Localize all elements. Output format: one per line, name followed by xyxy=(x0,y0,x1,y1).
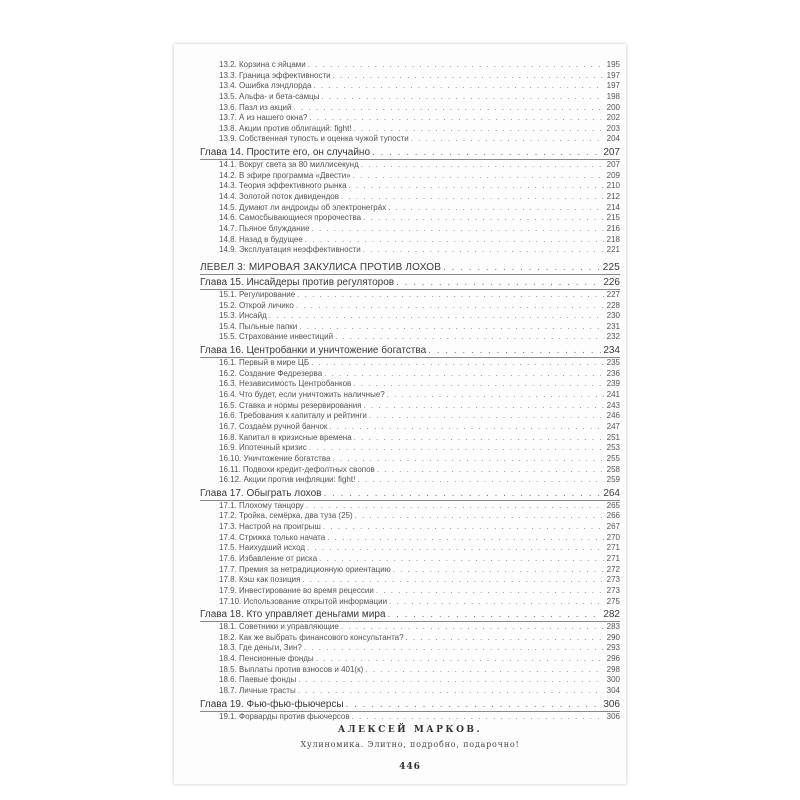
toc-entry-title: 13.5. Альфа- и бета-самцы xyxy=(219,91,320,101)
toc-subsection xyxy=(200,643,620,654)
dot-leader xyxy=(329,422,604,433)
toc-subsection xyxy=(200,433,620,444)
toc-entry-title: 17.8. Кэш как позиция xyxy=(219,575,301,585)
toc-page-number: 304 xyxy=(606,686,620,696)
toc-entry-title: 17.2. Тройка, семёрка, два туза (25) xyxy=(219,511,353,521)
dot-leader xyxy=(293,103,604,114)
dot-leader xyxy=(349,181,604,192)
toc-subsection xyxy=(200,192,620,203)
toc-page-number: 235 xyxy=(606,358,620,368)
toc-entry-title: 16.7. Создаём ручной банчок xyxy=(219,421,328,431)
dot-leader xyxy=(352,712,604,723)
dot-leader xyxy=(313,81,604,92)
toc-page-number: 239 xyxy=(606,379,620,389)
dot-leader xyxy=(406,633,604,644)
toc-page-number: 236 xyxy=(606,368,620,378)
toc-chapter xyxy=(200,698,620,712)
toc-entry-title: 13.6. Пазл из акций xyxy=(219,102,292,112)
dot-leader xyxy=(332,454,604,465)
toc-entry-title: 13.7. А из нашего окна? xyxy=(219,113,308,123)
dot-leader xyxy=(307,543,604,554)
dot-leader xyxy=(311,358,604,369)
dot-leader xyxy=(387,390,604,401)
toc-page-number: 270 xyxy=(606,532,620,542)
toc-subsection xyxy=(200,203,620,214)
toc-entry-title: 15.1. Регулирование xyxy=(219,289,296,299)
dot-leader xyxy=(297,290,604,301)
toc-entry-title: 18.3. Где деньги, Зин? xyxy=(219,643,302,653)
toc-subsection xyxy=(200,586,620,597)
toc-page-number: 273 xyxy=(606,575,620,585)
dot-leader xyxy=(335,332,604,343)
toc-subsection xyxy=(200,554,620,565)
toc-subsection xyxy=(200,475,620,486)
toc-entry-title: Глава 16. Центробанки и уничтожение богатства xyxy=(200,345,427,357)
toc-page-number: 198 xyxy=(606,91,620,101)
toc-page-number: 264 xyxy=(603,487,620,499)
toc-page-number: 234 xyxy=(603,345,620,357)
toc-subsection xyxy=(200,454,620,465)
toc-subsection xyxy=(200,213,620,224)
toc-subsection xyxy=(200,665,620,676)
toc-entry-title: 13.8. Акции против облигаций: fight! xyxy=(219,123,352,133)
toc-entry-title: 14.1. Вокруг света за 80 миллисекунд xyxy=(219,160,359,170)
toc-entry-title: 13.2. Корзина с яйцами xyxy=(219,60,306,69)
toc-entry-title: 18.4. Пенсионные фонды xyxy=(219,654,314,664)
dot-leader xyxy=(376,586,604,597)
toc-subsection xyxy=(200,224,620,235)
dot-leader xyxy=(353,171,604,182)
dot-leader xyxy=(354,433,604,444)
toc-page-number: 225 xyxy=(602,261,620,273)
toc-page-number: 255 xyxy=(606,453,620,463)
toc-entry-title: 18.7. Личные трасты xyxy=(219,686,296,696)
toc-entry-title: 17.7. Премия за нетрадиционную ориентацию xyxy=(219,564,391,574)
dot-leader xyxy=(355,511,604,522)
toc-subsection xyxy=(200,113,620,124)
toc-entry-title: 17.9. Инвестирование во время рецессии xyxy=(219,585,374,595)
toc-page-number: 214 xyxy=(606,202,620,212)
dot-leader xyxy=(365,665,604,676)
toc-page-number: 275 xyxy=(606,596,620,606)
toc-page-number: 227 xyxy=(606,289,620,299)
toc-entry-title: 13.3. Граница эффективности xyxy=(219,70,331,80)
dot-leader xyxy=(393,565,604,576)
toc-subsection xyxy=(200,369,620,380)
toc-subsection xyxy=(200,358,620,369)
dot-leader xyxy=(353,379,604,390)
toc-page-number: 271 xyxy=(606,543,620,553)
dot-leader xyxy=(372,146,601,159)
toc-subsection xyxy=(200,533,620,544)
toc-page-number: 283 xyxy=(606,622,620,632)
dot-leader xyxy=(323,487,601,500)
dot-leader xyxy=(443,261,601,274)
toc-subsection xyxy=(200,322,620,333)
toc-chapter xyxy=(200,608,620,622)
toc-page-number: 282 xyxy=(603,609,620,621)
toc-page-number: 203 xyxy=(606,123,620,133)
toc-entry-title: 15.2. Открой личико xyxy=(219,300,294,310)
dot-leader xyxy=(388,608,602,621)
toc-chapter xyxy=(200,146,620,160)
dot-leader xyxy=(377,465,604,476)
dot-leader xyxy=(388,203,604,214)
dot-leader xyxy=(298,675,604,686)
toc-entry-title: 14.8. Назад в будущее xyxy=(219,234,303,244)
toc-subsection xyxy=(200,245,620,256)
dot-leader xyxy=(306,501,604,512)
dot-leader xyxy=(364,401,604,412)
toc-page-number: 293 xyxy=(606,643,620,653)
toc-subsection xyxy=(200,712,620,723)
toc-subsection xyxy=(200,92,620,103)
toc-entry-title: 14.2. В эфире программа «Двести» xyxy=(219,170,351,180)
dot-leader xyxy=(269,311,604,322)
toc-page-number: 212 xyxy=(606,192,620,202)
toc-chapter xyxy=(200,487,620,501)
toc-entry-title: 16.2. Создание Федрезерва xyxy=(219,368,323,378)
dot-leader xyxy=(321,92,604,103)
dot-leader xyxy=(327,533,604,544)
toc-subsection xyxy=(200,654,620,665)
toc-page-number: 231 xyxy=(606,321,620,331)
toc-page-number: 306 xyxy=(606,711,620,721)
toc-entry-title: 13.9. Собственная тупость и оценка чужой тупости xyxy=(219,134,409,144)
toc-page-number: 296 xyxy=(606,654,620,664)
toc-page-number: 221 xyxy=(606,245,620,255)
dot-leader xyxy=(309,113,604,124)
dot-leader xyxy=(312,224,604,235)
toc-entry-title: 16.4. Что будет, если уничтожить наличные? xyxy=(219,390,385,400)
toc-page-number: 197 xyxy=(606,81,620,91)
dot-leader xyxy=(309,443,604,454)
dot-leader xyxy=(396,276,601,289)
toc-entry-title: Глава 14. Простите его, он случайно xyxy=(200,147,370,159)
dot-leader xyxy=(354,124,604,135)
dot-leader xyxy=(363,213,604,224)
toc-entry-title: 16.6. Требования к капиталу и рейтинги xyxy=(219,411,367,421)
toc-page-number: 265 xyxy=(606,500,620,510)
toc-subsection xyxy=(200,332,620,343)
dot-leader xyxy=(296,301,604,312)
footer-author: АЛЕКСЕЙ МАРКОВ. xyxy=(337,725,483,735)
toc-page-number: 272 xyxy=(606,564,620,574)
dot-leader xyxy=(333,71,604,82)
toc-entry-title: Глава 19. Фью-фью-фьючерсы xyxy=(200,698,344,710)
toc-subsection xyxy=(200,522,620,533)
toc-page-number: 197 xyxy=(606,70,620,80)
toc-subsection xyxy=(200,81,620,92)
toc-page-number: 195 xyxy=(606,60,620,69)
toc-entry-title: 18.1. Советники и управляющие xyxy=(219,622,339,632)
dot-leader xyxy=(411,134,604,145)
toc-entry-title: 18.6. Паевые фонды xyxy=(219,675,297,685)
toc-entry-title: 14.5. Думают ли андроиды об электронегрáх xyxy=(219,202,387,212)
toc-page-number: 267 xyxy=(606,522,620,532)
toc-page-number: 241 xyxy=(606,390,620,400)
toc-entry-title: 17.6. Избавление от риска xyxy=(219,553,318,563)
toc-page-number: 218 xyxy=(606,234,620,244)
toc-entry-title: 14.3. Теория эффективного рынка xyxy=(219,181,347,191)
toc-entry-title: 17.4. Стрижка только начата xyxy=(219,532,326,542)
toc-subsection xyxy=(200,390,620,401)
toc-subsection xyxy=(200,235,620,246)
toc-entry-title: 14.9. Эксплуатация неэффективности xyxy=(219,245,361,255)
dot-leader xyxy=(302,575,604,586)
dot-leader xyxy=(363,245,604,256)
toc-entry-title: 16.12. Акции против инфляции: fight! xyxy=(219,475,356,485)
toc-page-number: 306 xyxy=(603,698,620,710)
toc-subsection xyxy=(200,575,620,586)
toc-entry-title: 16.10. Уничтожение богатства xyxy=(219,453,331,463)
toc-page-number: 259 xyxy=(606,475,620,485)
toc-page-number: 228 xyxy=(606,300,620,310)
toc-page-number: 258 xyxy=(606,464,620,474)
toc-subsection xyxy=(200,411,620,422)
dot-leader xyxy=(357,475,604,486)
toc-entry-title: 17.5. Наихудший исход xyxy=(219,543,306,553)
toc-subsection xyxy=(200,60,620,71)
toc-subsection xyxy=(200,443,620,454)
toc-page-number: 204 xyxy=(606,134,620,144)
footer-book-title: Хулиномика. Элитно, подробно, подарочно! xyxy=(300,740,520,749)
toc-entry-title: 16.8. Капитал в кризисные времена xyxy=(219,432,352,442)
toc-page-number: 273 xyxy=(606,585,620,595)
toc-entry-title: 14.4. Золотой поток дивидендов xyxy=(219,192,339,202)
toc-page-number: 209 xyxy=(606,170,620,180)
toc-subsection xyxy=(200,311,620,322)
toc-chapter xyxy=(200,276,620,290)
dot-leader xyxy=(346,698,602,711)
toc-subsection xyxy=(200,675,620,686)
dot-leader xyxy=(341,622,604,633)
page-number: 446 xyxy=(399,762,421,772)
dot-leader xyxy=(428,344,601,357)
toc-entry-title: 17.1. Плохому танцору xyxy=(219,500,304,510)
dot-leader xyxy=(299,322,604,333)
toc-subsection xyxy=(200,422,620,433)
toc-subsection xyxy=(200,465,620,476)
toc-subsection xyxy=(200,134,620,145)
toc-subsection xyxy=(200,160,620,171)
toc-page-number: 251 xyxy=(606,432,620,442)
toc-page-number: 232 xyxy=(606,332,620,342)
toc-page-number: 207 xyxy=(606,160,620,170)
dot-leader xyxy=(341,192,604,203)
toc-entry-title: ЛЕВЕЛ 3: МИРОВАЯ ЗАКУЛИСА ПРОТИВ ЛОХОВ xyxy=(200,261,442,273)
toc-subsection xyxy=(200,124,620,135)
dot-leader xyxy=(323,522,604,533)
toc-subsection xyxy=(200,181,620,192)
toc-level-heading xyxy=(200,261,620,275)
dot-leader xyxy=(369,411,604,422)
table-of-contents xyxy=(200,60,620,722)
toc-page-number: 202 xyxy=(606,113,620,123)
toc-entry-title: 15.5. Страхование инвестиций xyxy=(219,332,334,342)
toc-page-number: 298 xyxy=(606,664,620,674)
dot-leader xyxy=(308,60,604,71)
toc-entry-title: 16.1. Первый в мире ЦБ xyxy=(219,358,310,368)
toc-subsection xyxy=(200,171,620,182)
toc-entry-title: 16.11. Подвохи кредит-дефолтных свопов xyxy=(219,464,375,474)
toc-page-number: 253 xyxy=(606,443,620,453)
toc-entry-title: 16.3. Независимость Центробанков xyxy=(219,379,352,389)
toc-subsection xyxy=(200,103,620,114)
toc-page-number: 246 xyxy=(606,411,620,421)
dot-leader xyxy=(389,597,604,608)
toc-subsection xyxy=(200,71,620,82)
dot-leader xyxy=(305,235,604,246)
toc-page-number: 243 xyxy=(606,400,620,410)
toc-entry-title: 18.5. Выплаты против взносов и 401(к) xyxy=(219,664,364,674)
toc-entry-title: Глава 15. Инсайдеры против регуляторов xyxy=(200,276,395,288)
toc-subsection xyxy=(200,543,620,554)
toc-page-number: 215 xyxy=(606,213,620,223)
toc-page-number: 230 xyxy=(606,311,620,321)
toc-entry-title: 13.4. Ошибка лэндлорда xyxy=(219,81,312,91)
toc-entry-title: 16.5. Ставка и нормы резервирования xyxy=(219,400,362,410)
toc-entry-title: 15.4. Пыльные папки xyxy=(219,321,298,331)
toc-subsection xyxy=(200,633,620,644)
dot-leader xyxy=(304,643,604,654)
toc-entry-title: Глава 17. Обыграть лохов xyxy=(200,487,322,499)
toc-subsection xyxy=(200,401,620,412)
toc-entry-title: Глава 18. Кто управляет деньгами мира xyxy=(200,609,386,621)
toc-entry-title: 14.7. Пьяное блуждание xyxy=(219,223,310,233)
toc-page-number: 290 xyxy=(606,632,620,642)
toc-page-number: 247 xyxy=(606,421,620,431)
toc-entry-title: 16.9. Ипотечный кризис xyxy=(219,443,307,453)
toc-entry-title: 15.3. Инсайд xyxy=(219,311,267,321)
toc-entry-title: 14.6. Самосбывающиеся пророчества xyxy=(219,213,362,223)
dot-leader xyxy=(319,554,604,565)
toc-page-number: 210 xyxy=(606,181,620,191)
toc-page-number: 216 xyxy=(606,223,620,233)
dot-leader xyxy=(316,654,604,665)
toc-entry-title: 18.2. Как же выбрать финансового консультанта? xyxy=(219,632,404,642)
toc-entry-title: 17.10. Использование открытой информации xyxy=(219,596,388,606)
toc-subsection xyxy=(200,622,620,633)
toc-subsection xyxy=(200,597,620,608)
toc-subsection xyxy=(200,511,620,522)
dot-leader xyxy=(298,686,604,697)
toc-page-number: 271 xyxy=(606,553,620,563)
toc-subsection xyxy=(200,379,620,390)
toc-subsection xyxy=(200,565,620,576)
toc-subsection xyxy=(200,301,620,312)
dot-leader xyxy=(324,369,604,380)
toc-page-number: 300 xyxy=(606,675,620,685)
toc-page-number: 207 xyxy=(603,147,620,159)
toc-entry-title: 19.1. Форварды против фьючерсов xyxy=(219,711,350,721)
toc-subsection xyxy=(200,686,620,697)
dot-leader xyxy=(361,160,604,171)
toc-page-number: 266 xyxy=(606,511,620,521)
toc-subsection xyxy=(200,501,620,512)
toc-page-number: 200 xyxy=(606,102,620,112)
toc-page-number: 226 xyxy=(603,276,620,288)
toc-chapter xyxy=(200,344,620,358)
toc-entry-title: 17.3. Настрой на проигрыш xyxy=(219,522,321,532)
toc-subsection xyxy=(200,290,620,301)
